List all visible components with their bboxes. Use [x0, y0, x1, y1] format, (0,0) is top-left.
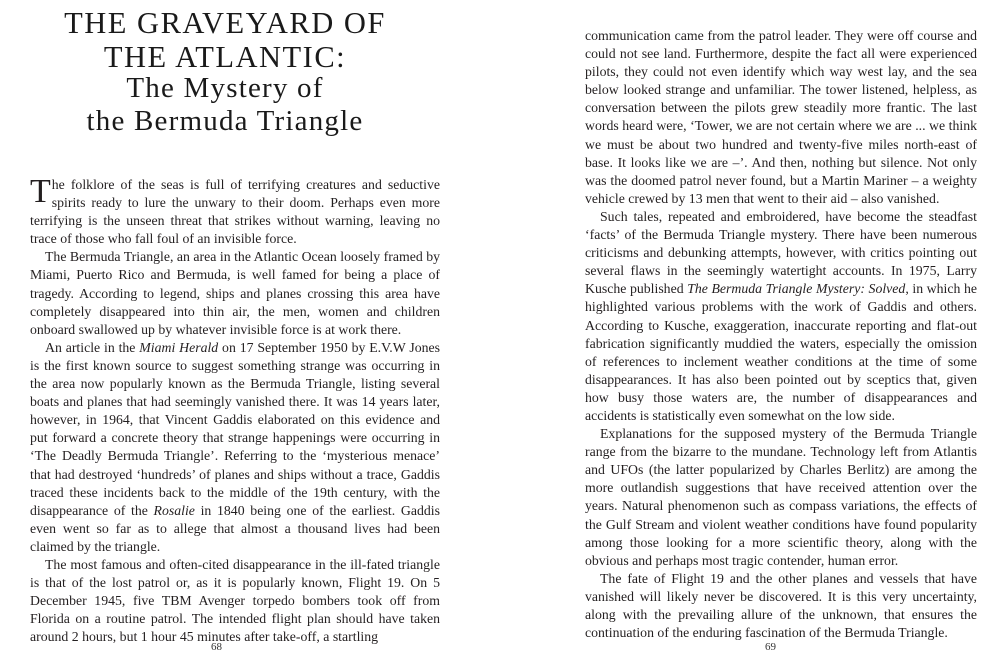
chapter-title	[0, 6, 450, 74]
title-line-4: the Bermuda Triangle	[86, 105, 364, 137]
paragraph-6-part-b: , in which he highlighted various problems with the work of Gaddis and others. According to Kusche, exaggeration, inaccurate reporting and flat-out fabrication significantly muddied the waters, especially the omission of references to inclement weather conditions at the time of some disappearances. It has also been pointed out by sceptics that, given how busy those waters are, the number of disappearances and accidents is statistically even somewhat on the low side.	[585, 281, 977, 423]
newspaper-title: Miami Herald	[139, 339, 219, 355]
paragraph-8: The fate of Flight 19 and the other planes and vessels that have vanished will likely never be discovered. It is this very uncertainty, along with the prevailing allure of the unknown, that ensures the continuation of the enduring fascination of the Bermuda Triangle.	[585, 570, 977, 641]
title-line-2: THE ATLANTIC:	[103, 40, 347, 74]
paragraph-1	[30, 173, 440, 248]
left-body-text	[30, 173, 440, 646]
paragraph-7: Explanations for the supposed mystery of the Bermuda Triangle range from the bizarre to the mundane. Technology left from Atlantis and UFOs (the latter popularized by Charles Berlitz) are among the more outlandish suggestions that have received attention over the years. Natural phenomenon such as compass variations, the effects of the Gulf Stream and violent weather conditions have found popularity among those looking for a more scientific theory, along with the obvious and perhaps most tragic contender, human error.	[585, 426, 977, 568]
right-body-text	[585, 27, 977, 642]
paragraph-2: The Bermuda Triangle, an area in the Atlantic Ocean loosely framed by Miami, Puerto Rico and Bermuda, is well famed for being a place of tragedy. According to legend, ships and planes crossing this area have completely disappeared into thin air, the men, women and children onboard swallowed up by whatever invisible force is at work there.	[30, 249, 440, 337]
book-title: The Bermuda Triangle Mystery: Solved	[687, 281, 906, 297]
paragraph-6	[585, 208, 977, 425]
ship-name: Rosalie	[153, 502, 195, 518]
paragraph-1-text: he folklore of the seas is full of terrifying creatures and seductive spirits ready to lure the unwary to their doom. Perhaps even more terrifying is the unseen threat that strikes without warning, leaving no trace of those who fall foul of an invisible force.	[30, 177, 440, 247]
title-line-1: THE GRAVEYARD OF	[64, 6, 386, 40]
paragraph-3-part-b: on 17 September 1950 by E.V.W Jones is the first known source to suggest something strange was occurring in the area now popularly known as the Bermuda Triangle, listing several boats and planes that had seemingly vanished there. It was 14 years later, however, in 1964, that Vincent Gaddis elaborated on this evidence and put forward a concrete theory that strange happenings were occurring in ‘The Deadly Bermuda Triangle’. Referring to the ‘mysterious menace’ that had destroyed ‘hundreds’ of planes and ships without a trace, Gaddis traced these incidents back to the middle of the 19th century, with the disappearance of the	[30, 339, 440, 518]
drop-cap: T	[30, 173, 51, 210]
paragraph-4: The most famous and often-cited disappearance in the ill-fated triangle is that of the lost patrol or, as it is popularly known, Flight 19. On 5 December 1945, five TBM Avenger torpedo bombers took off from Florida on a routine patrol. The intended flight plan should have taken around 2 hours, but 1 hour 45 minutes after take-off, a startling	[30, 556, 440, 645]
title-line-3: The Mystery of	[126, 72, 324, 104]
paragraph-5: communication came from the patrol leader. They were off course and could not see land. Furthermore, despite the fact all were experienced pilots, they could not even identify which way west lay, and the sea below looked strange and unfamiliar. The tower listened, helpless, as conversation between the pilots grew steadily more frantic. The last words heard were, ‘Tower, we are not certain where we are ... we think we must be about two hundred and twenty-five miles north-east of base. It looks like we are –’. And then, nothing but silence. Not only was the doomed patrol never found, but a Martin Mariner – a weighty vehicle crewed by 13 men that went to their aid – also vanished.	[585, 28, 977, 206]
paragraph-3	[30, 339, 440, 556]
page-number-left: 68	[211, 641, 222, 653]
paragraph-3-part-c: in 1840 being one of the earliest. Gaddis even went so far as to allege that almost a thousand lives had been claimed by the triangle.	[30, 502, 440, 554]
paragraph-3-part-a: An article in the	[45, 339, 140, 355]
paragraph-6-part-a: Such tales, repeated and embroidered, have become the steadfast ‘facts’ of the Bermuda Triangle mystery. There have been numerous criticisms and debunking attempts, however, with critics pointing out several flaws in the seemingly watertight accounts. In 1975, Larry Kusche published	[585, 208, 977, 297]
chapter-subtitle	[0, 72, 450, 138]
page-number-right: 69	[765, 641, 776, 653]
